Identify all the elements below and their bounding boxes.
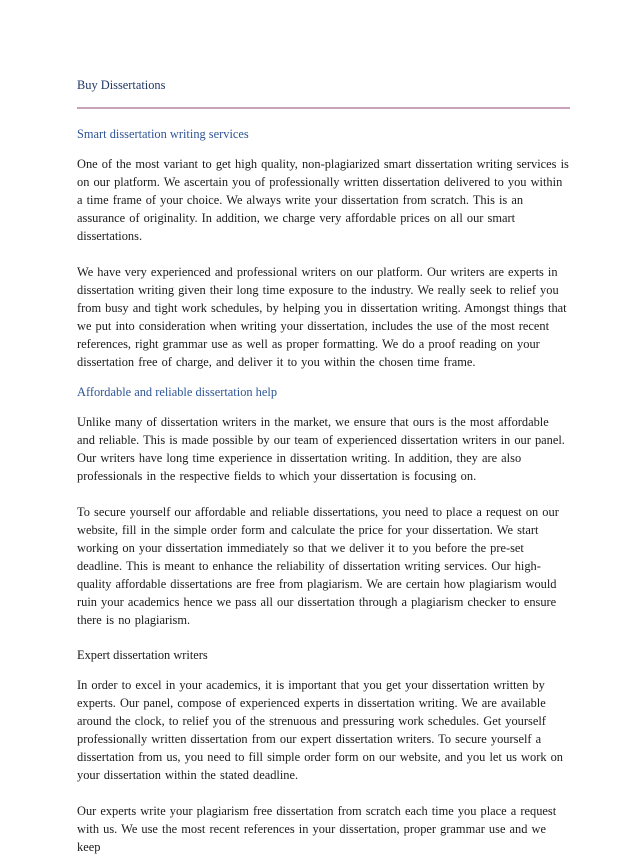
section-heading-expert: Expert dissertation writers	[77, 648, 208, 662]
paragraph: We have very experienced and professional writers on our platform. Our writers are experts in dissertation writing given their long time exposure to the industry. We really seek to relief you from busy and tight work schedules, by helping you in dissertation writing. Amongst things that we put into consideration when writing your dissertation, includes the use of the most recent references, right grammar use as well as proper formatting. We do a proof reading on your dissertation free of charge, and deliver it to you within the chosen time frame.	[77, 265, 567, 369]
section-heading-affordable: Affordable and reliable dissertation help	[77, 385, 278, 399]
paragraph: To secure yourself our affordable and reliable dissertations, you need to place a request on our website, fill in the simple order form and calculate the price for your dissertation. We start working on your dissertation immediately so that we deliver it to you before the pre-set deadline. This is meant to enhance the reliability of dissertation writing services. Our high-quality affordable dissertations are free from plagiarism. We are certain how plagiarism would ruin your academics hence we pass all our dissertation through a plagiarism checker to ensure there is no plagiarism.	[77, 505, 559, 627]
paragraph: Unlike many of dissertation writers in the market, we ensure that ours is the most affordable and reliable. This is made possible by our team of experienced dissertation writers in our panel. Our writers have long time experience in dissertation writing. In addition, they are also professionals in the respective fields to which your dissertation is focusing on.	[77, 415, 565, 483]
section-heading-smart: Smart dissertation writing services	[77, 127, 249, 141]
paragraph: In order to excel in your academics, it is important that you get your dissertation written by experts. Our panel, compose of experienced experts in dissertation writing. We are available around the clock, to relief you of the strenuous and pressuring work schedules. Get yourself professionally written dissertation from our expert dissertation writers. To secure yourself a dissertation from us, you need to fill simple order form on our website, and you let us work on your dissertation within the stated deadline.	[77, 678, 564, 782]
document-page	[77, 77, 569, 856]
paragraph: One of the most variant to get high quality, non-plagiarized smart dissertation writing services is on our platform. We ascertain you of professionally written dissertation delivered to you within a time frame of your choice. We always write your dissertation from scratch. This is an assurance of originality. In addition, we charge very affordable prices on all our smart dissertations.	[77, 157, 569, 243]
paragraph: Our experts write your plagiarism free dissertation from scratch each time you place a request with us. We use the most recent references in your dissertation, proper grammar use and we keep	[77, 804, 557, 854]
document-title: Buy Dissertations	[77, 78, 166, 92]
